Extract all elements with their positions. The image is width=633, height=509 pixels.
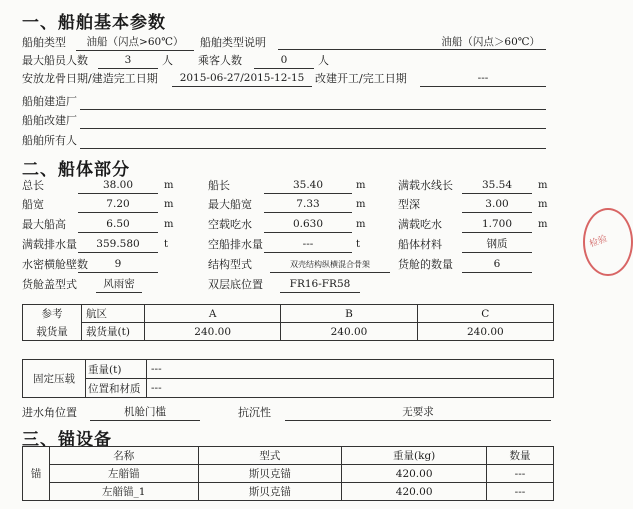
keel-date-value: 2015-06-27/2015-12-15	[172, 71, 312, 87]
hull-param-unit: m	[356, 199, 366, 210]
hull-param-unit: m	[356, 219, 366, 230]
hull-param-label: 船长	[208, 179, 230, 192]
ship-type-desc-label: 船舶类型说明	[200, 36, 266, 49]
max-crew-value: 3	[98, 53, 158, 69]
red-seal-stamp	[583, 208, 633, 276]
cargo-label: 载货量	[23, 323, 82, 341]
ballast-weight-label: 重量(t)	[86, 360, 147, 379]
hull-param-label: 双层底位置	[208, 278, 263, 291]
hull-param-unit: m	[538, 180, 548, 191]
hull-param-value: 风雨密	[96, 277, 142, 293]
anchor-weight: 420.00	[342, 465, 487, 483]
hull-param-value: 38.00	[78, 178, 158, 194]
ballast-label: 固定压载	[23, 360, 86, 398]
hull-param-unit: m	[356, 180, 366, 191]
hull-param-value: 双壳结构纵横混合骨架	[270, 257, 390, 273]
anchor-header-type: 型式	[198, 447, 342, 465]
hull-param-unit: m	[538, 219, 548, 230]
hull-param-unit: m	[164, 199, 174, 210]
anchor-header-name: 名称	[50, 447, 199, 465]
hull-param-unit: t	[356, 239, 361, 250]
zone-a: A	[145, 305, 281, 323]
anchor-name: 左艏锚_1	[50, 483, 199, 501]
hull-param-unit: t	[164, 239, 169, 250]
hull-param-label: 满载排水量	[22, 238, 77, 251]
hull-param-value: ---	[264, 237, 352, 253]
zone-label: 航区	[82, 305, 145, 323]
builder-label: 船舶建造厂	[22, 95, 77, 108]
hull-param-unit: m	[164, 180, 174, 191]
hull-param-unit: m	[164, 219, 174, 230]
anchor-header-qty: 数量	[487, 447, 554, 465]
anchor-type: 斯贝克锚	[198, 483, 342, 501]
anchor-table	[22, 446, 554, 501]
hull-param-unit: m	[538, 199, 548, 210]
passengers-value: 0	[254, 53, 314, 69]
sink-value: 无要求	[285, 405, 551, 421]
cargo-t-label: 载货量(t)	[82, 323, 145, 341]
hull-param-label: 满载水线长	[398, 179, 453, 192]
hull-param-label: 总长	[22, 179, 44, 192]
crew-unit: 人	[162, 54, 173, 67]
keel-date-label: 安放龙骨日期/建造完工日期	[22, 72, 158, 85]
hull-param-label: 水密横舱壁数	[22, 258, 88, 271]
hull-param-value: 9	[78, 257, 158, 273]
ballast-position-label: 位置和材质	[86, 379, 147, 398]
anchor-qty: ---	[487, 483, 554, 501]
anchor-header-weight: 重量(kg)	[342, 447, 487, 465]
hull-param-value: FR16-FR58	[280, 277, 360, 293]
rebuild-label: 改建开工/完工日期	[315, 72, 407, 85]
hull-param-label: 空载吃水	[208, 218, 252, 231]
ballast-weight-value: ---	[147, 360, 554, 379]
hull-param-label: 货舱的数量	[398, 258, 453, 271]
hull-param-label: 最大船宽	[208, 198, 252, 211]
hull-param-value: 359.580	[78, 237, 158, 253]
rebuilder-value	[80, 113, 546, 129]
hull-param-label: 空船排水量	[208, 238, 263, 251]
builder-value	[80, 94, 546, 110]
section-title-hull: 二、船体部分	[22, 160, 130, 180]
passengers-unit: 人	[318, 54, 329, 67]
ship-type-label: 船舶类型	[22, 36, 66, 49]
cargo-value-b: 240.00	[281, 323, 417, 341]
hull-param-value: 1.700	[462, 217, 532, 233]
hull-param-value: 7.20	[78, 197, 158, 213]
inflow-label: 进水角位置	[22, 406, 77, 419]
hull-param-label: 型深	[398, 198, 420, 211]
ballast-position-value: ---	[147, 379, 554, 398]
hull-param-label: 最大船高	[22, 218, 66, 231]
anchor-type: 斯贝克锚	[198, 465, 342, 483]
section-title-basic: 一、船舶基本参数	[22, 13, 166, 33]
inflow-value: 机舱门槛	[90, 405, 200, 421]
ref-label: 参考	[23, 305, 82, 323]
anchor-name: 左艏锚	[50, 465, 199, 483]
anchor-qty: ---	[487, 465, 554, 483]
ship-type-desc-value: 油船（闪点＞60℃）	[278, 35, 546, 50]
rebuilder-label: 船舶改建厂	[22, 114, 77, 127]
rebuild-value: ---	[420, 71, 546, 87]
zone-c: C	[417, 305, 553, 323]
hull-param-label: 结构型式	[208, 258, 252, 271]
anchor-side-label: 锚	[23, 447, 50, 501]
cargo-reference-table	[22, 304, 554, 341]
hull-param-label: 船体材料	[398, 238, 442, 251]
hull-param-label: 满载吃水	[398, 218, 442, 231]
table-row	[23, 483, 554, 501]
hull-param-value: 3.00	[462, 197, 532, 213]
ship-type-value: 油船（闪点>60℃）	[76, 35, 194, 51]
max-crew-label: 最大船员人数	[22, 54, 88, 67]
hull-param-value: 35.40	[264, 178, 352, 194]
hull-param-value: 7.33	[264, 197, 352, 213]
hull-param-value: 0.630	[264, 217, 352, 233]
owner-label: 船舶所有人	[22, 134, 77, 147]
ballast-table	[22, 359, 554, 398]
cargo-value-c: 240.00	[417, 323, 553, 341]
cargo-value-a: 240.00	[145, 323, 281, 341]
hull-param-label: 船宽	[22, 198, 44, 211]
hull-param-label: 货舱盖型式	[22, 278, 77, 291]
stamp-text: 检验	[588, 234, 609, 250]
table-row	[23, 465, 554, 483]
zone-b: B	[281, 305, 417, 323]
section-title-anchor: 三、锚设备	[22, 430, 112, 450]
passengers-label: 乘客人数	[198, 54, 242, 67]
hull-param-value: 钢质	[462, 237, 532, 253]
owner-value	[80, 133, 546, 149]
hull-param-value: 6	[462, 257, 532, 273]
hull-param-value: 35.54	[462, 178, 532, 194]
anchor-weight: 420.00	[342, 483, 487, 501]
hull-param-value: 6.50	[78, 217, 158, 233]
sink-label: 抗沉性	[238, 406, 271, 419]
